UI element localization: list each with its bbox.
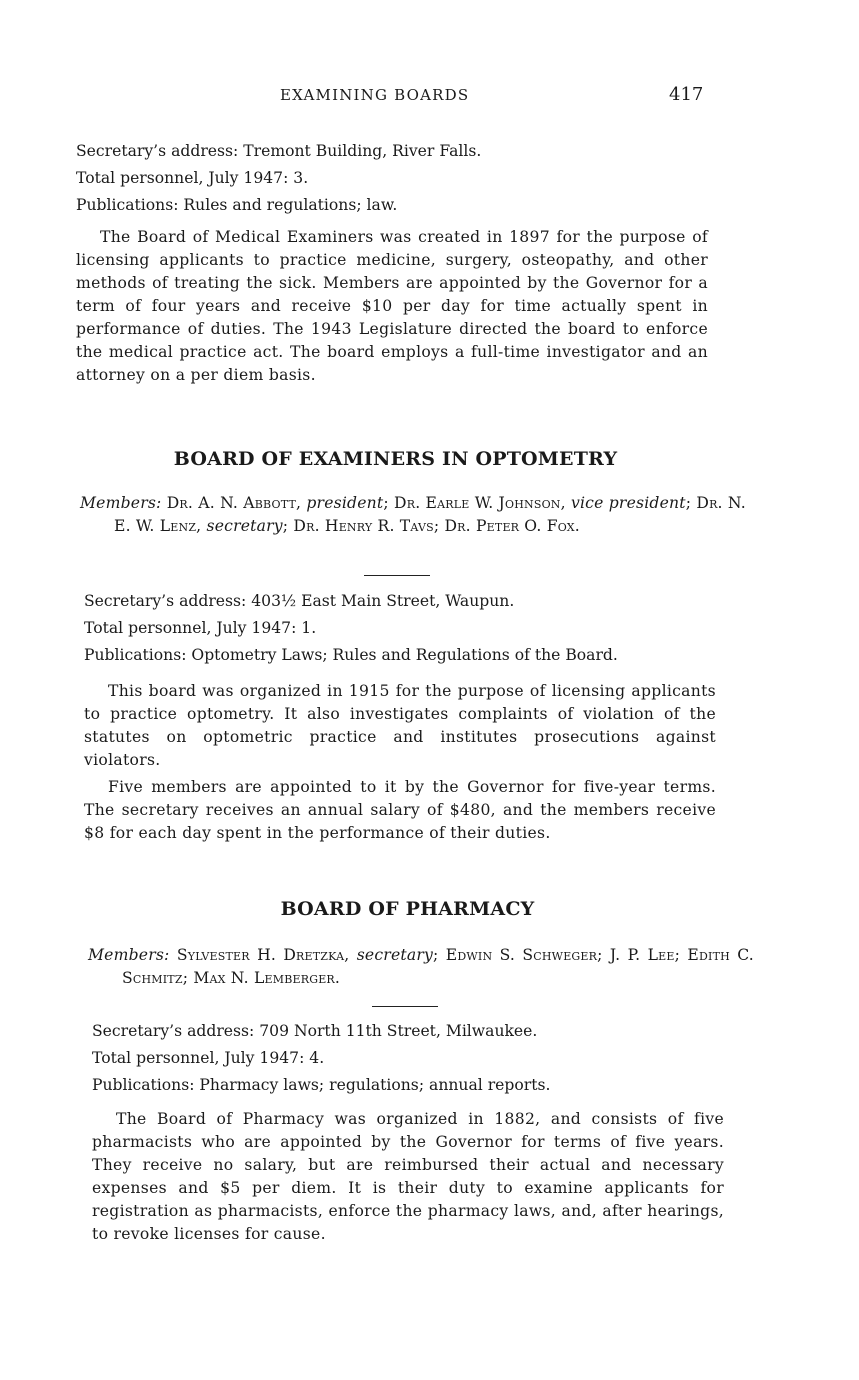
member-role: president — [306, 494, 384, 512]
member-name: Dr. Peter O. Fox — [444, 517, 575, 535]
optometry-description: This board was organized in 1915 for the purpose of licensing applicants to practice optometry. It also investigates complaints of violation of the statutes on optometric practice and institutes prosecutions against violators. — [84, 682, 716, 769]
member-name: Dr. Earle W. Johnson — [394, 494, 561, 512]
optometry-description: Five members are appointed to it by the Governor for five-year terms. The secretary receives an annual salary of $480, and the members receive $8 for each day spent in the performance of their duties. — [84, 778, 716, 842]
member-name: J. P. Lee — [609, 946, 675, 964]
medical-examiners-description: The Board of Medical Examiners was created in 1897 for the purpose of licensing applicants to practice medicine, surgery, osteopathy, and other methods of treating the sick. Members are appointed by the Governor for a term of four years and receive $10 per day for time actually spent in performance of duties. The 1943 Legislature directed the board to enforce the medical practice act. The board employs a full-time investigator and an attorney on a per diem basis. — [76, 228, 708, 384]
total-personnel: Total personnel, July 1947: 4. — [92, 1049, 325, 1067]
section-divider — [372, 1006, 438, 1007]
pharmacy-meta — [92, 1018, 732, 1099]
member-name: Edwin S. Schweger — [445, 946, 598, 964]
secretary-address: Secretary’s address: 709 North 11th Street, Milwaukee. — [92, 1022, 538, 1040]
member-name: Dr. Henry R. Tavs — [293, 517, 434, 535]
publications: Publications: Rules and regulations; law. — [76, 196, 398, 214]
optometry-heading: BOARD OF EXAMINERS IN OPTOMETRY — [173, 448, 618, 470]
medical-examiners-description-block — [76, 226, 708, 387]
optometry-meta — [84, 588, 724, 669]
page-number: 417 — [669, 84, 704, 105]
pharmacy-description-block — [92, 1108, 724, 1246]
section-divider — [364, 575, 430, 576]
publications: Publications: Optometry Laws; Rules and Regulations of the Board. — [84, 646, 618, 664]
member-role: secretary — [206, 517, 283, 535]
member-name: Dr. A. N. Abbott — [166, 494, 297, 512]
members-label: Members: — [88, 946, 170, 964]
running-title: EXAMINING BOARDS — [280, 86, 470, 104]
optometry-description-block — [84, 680, 716, 845]
secretary-address: Secretary’s address: Tremont Building, River Falls. — [76, 142, 482, 160]
member-name: Max N. Lemberger — [193, 969, 335, 987]
optometry-members: Members: Dr. A. N. Abbott, president; Dr. Earle W. Johnson, vice president; Dr. N. E. W. Lenz, secretary; Dr. Henry R. Tavs; Dr. Peter O. Fox. — [80, 494, 746, 535]
pharmacy-heading: BOARD OF PHARMACY — [280, 898, 535, 920]
running-head — [0, 86, 859, 110]
total-personnel: Total personnel, July 1947: 3. — [76, 169, 309, 187]
secretary-address: Secretary’s address: 403½ East Main Street, Waupun. — [84, 592, 515, 610]
member-name: Dr. N. E. W. Lenz — [114, 494, 746, 535]
pharmacy-members: Members: Sylvester H. Dretzka, secretary; Edwin S. Schweger; J. P. Lee; Edith C. Schmitz; Max N. Lemberger. — [88, 946, 754, 987]
member-role: secretary — [356, 946, 434, 964]
pharmacy-description: The Board of Pharmacy was organized in 1882, and consists of five pharmacists who are appointed by the Governor for terms of five years. They receive no salary, but are reimbursed their actual and necessary expenses and $5 per diem. It is their duty to examine applicants for registration as pharmacists, enforce the pharmacy laws, and, after hearings, to revoke licenses for cause. — [92, 1110, 724, 1243]
member-role: vice president — [570, 494, 686, 512]
medical-examiners-meta — [76, 138, 716, 219]
members-label: Members: — [80, 494, 162, 512]
member-name: Edith C. Schmitz — [122, 946, 754, 987]
member-name: Sylvester H. Dretzka — [176, 946, 345, 964]
total-personnel: Total personnel, July 1947: 1. — [84, 619, 317, 637]
publications: Publications: Pharmacy laws; regulations; annual reports. — [92, 1076, 551, 1094]
